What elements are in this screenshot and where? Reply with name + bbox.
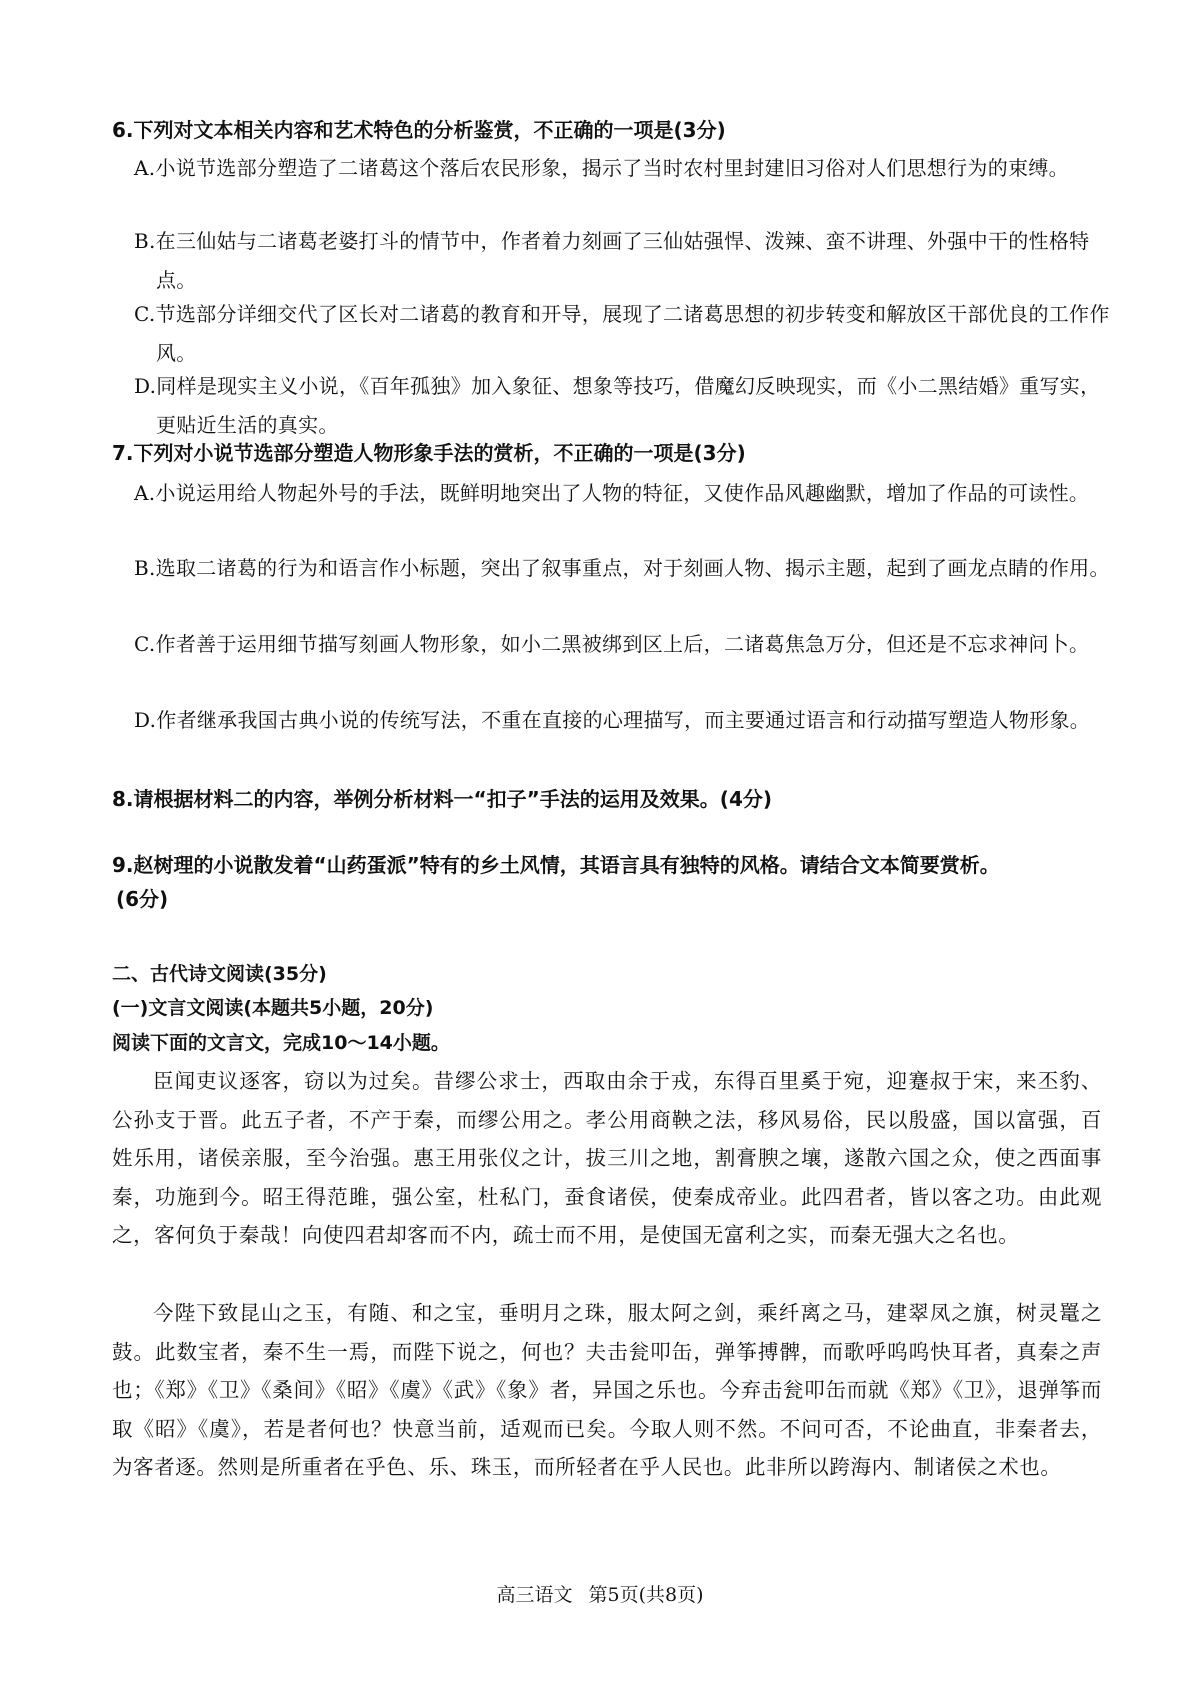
passage-paragraph-2: 今陛下致昆山之玉，有随、和之宝，垂明月之珠，服太阿之剑，乘纤离之马，建翠凤之旗，树灵鼍之鼓。此数宝者，秦不生一焉，而陛下说之，何也？夫击瓮叩缶，弹筝搏髀，而歌呼呜呜快耳者，真秦之声也；《郑》《卫》《桑间》《昭》《虞》《武》《象》者，异国之乐也。今弃击瓮叩缶而就《郑》《卫》，退弹筝而取《昭》《虞》，若是者何也？快意当前，适观而已矣。今取人则不然。不问可否，不论曲直，非秦者去，为客者逐。然则是所重者在乎色、乐、珠玉，而所轻者在乎人民也。此非所以跨海内、制诸侯之术也。 bbox=[112, 1301, 1102, 1480]
section-2-subtitle: (一)文言文阅读(本题共5小题，20分) bbox=[112, 997, 434, 1019]
question-7-option-d: D.作者继承我国古典小说的传统写法，不重在直接的心理描写，而主要通过语言和行动描写塑造人物形象。 bbox=[134, 708, 1091, 732]
passage-paragraph-1: 臣闻吏议逐客，窃以为过矣。昔缪公求士，西取由余于戎，东得百里奚于宛，迎蹇叔于宋，来丕豹、公孙支于晋。此五子者，不产于秦，而缪公用之。孝公用商鞅之法，移风易俗，民以殷盛，国以富强，百姓乐用，诸侯亲服，至今治强。惠王用张仪之计，拔三川之地，割膏腴之壤，遂散六国之众，使之西面事秦，功施到今。昭王得范雎，强公室，杜私门，蚕食诸侯，使秦成帝业。此四君者，皆以客之功。由此观之，客何负于秦哉！向使四君却客而不内，疏士而不用，是使国无富利之实，而秦无强大之名也。 bbox=[112, 1069, 1102, 1248]
section-2-title: 二、古代诗文阅读(35分) bbox=[112, 963, 327, 985]
question-6-option-c: C.节选部分详细交代了区长对二诸葛的教育和开导，展现了二诸葛思想的初步转变和解放区干部优良的工作作风。 bbox=[134, 302, 1110, 365]
question-6-option-d: D.同样是现实主义小说，《百年孤独》加入象征、想象等技巧，借魔幻反映现实，而《小二黑结婚》重写实，更贴近生活的真实。 bbox=[134, 374, 1101, 437]
question-7-option-b: B.选取二诸葛的行为和语言作小标题，突出了叙事重点，对于刻画人物、揭示主题，起到了画龙点睛的作用。 bbox=[134, 556, 1110, 580]
question-9-score: (6分) bbox=[116, 887, 169, 911]
question-7-option-c: C.作者善于运用细节描写刻画人物形象，如小二黑被绑到区上后，二诸葛焦急万分，但还是不忘求神问卜。 bbox=[134, 632, 1090, 656]
question-6-stem: 6.下列对文本相关内容和艺术特色的分析鉴赏，不正确的一项是(3分) bbox=[112, 118, 726, 142]
question-7-stem: 7.下列对小说节选部分塑造人物形象手法的赏析，不正确的一项是(3分) bbox=[112, 441, 746, 465]
footer-page-number: 第5页(共8页) bbox=[588, 1584, 704, 1606]
question-9-stem: 9.赵树理的小说散发着“山药蛋派”特有的乡土风情，其语言具有独特的风格。请结合文本简要赏析。 bbox=[112, 853, 1000, 877]
question-7-option-a: A.小说运用给人物起外号的手法，既鲜明地突出了人物的特征，又使作品风趣幽默，增加了作品的可读性。 bbox=[134, 481, 1090, 505]
page-footer bbox=[0, 1580, 1200, 1610]
question-8-stem: 8.请根据材料二的内容，举例分析材料一“扣子”手法的运用及效果。(4分) bbox=[112, 787, 772, 811]
section-2-instruction: 阅读下面的文言文，完成10～14小题。 bbox=[112, 1032, 450, 1054]
question-6-option-b: B.在三仙姑与二诸葛老婆打斗的情节中，作者着力刻画了三仙姑强悍、泼辣、蛮不讲理、外强中干的性格特点。 bbox=[134, 229, 1090, 292]
question-6-option-a: A.小说节选部分塑造了二诸葛这个落后农民形象，揭示了当时农村里封建旧习俗对人们思想行为的束缚。 bbox=[134, 156, 1069, 180]
footer-subject: 高三语文 bbox=[496, 1584, 573, 1606]
